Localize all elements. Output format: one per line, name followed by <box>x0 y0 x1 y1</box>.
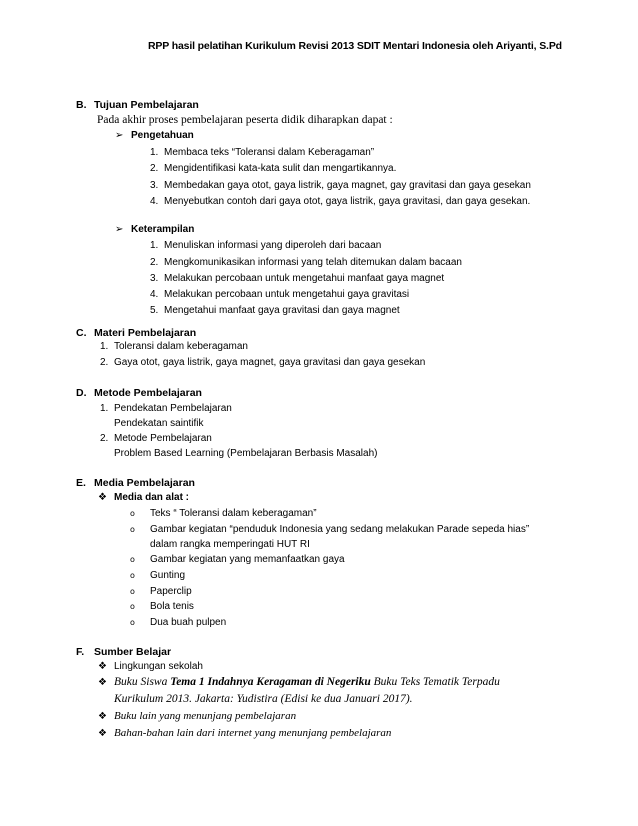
list-item: 1. Menuliskan informasi yang diperoleh dari bacaan <box>150 240 382 251</box>
circle-bullet-icon: o <box>130 571 135 580</box>
diamond-bullet-icon: ❖ <box>98 677 107 688</box>
list-item: 3. Membedakan gaya otot, gaya listrik, gaya magnet, gay gravitasi dan gaya gesekan <box>150 180 531 191</box>
list-item: 1. Membaca teks “Toleransi dalam Keberagaman” <box>150 147 375 158</box>
list-item: o Gunting <box>130 570 186 581</box>
list-item: o Bola tenis <box>130 601 194 612</box>
circle-bullet-icon: o <box>130 525 135 534</box>
media-heading: ❖ Media dan alat : <box>98 492 190 503</box>
circle-bullet-icon: o <box>130 618 135 627</box>
circle-bullet-icon: o <box>130 509 135 518</box>
section-c-heading: C. Materi Pembelajaran <box>76 327 197 339</box>
list-item-continuation: dalam rangka memperingati HUT RI <box>150 539 310 550</box>
section-f-heading: F. Sumber Belajar <box>76 646 172 658</box>
section-title: Tujuan Pembelajaran <box>94 99 199 111</box>
list-item: 5. Mengetahui manfaat gaya gravitasi dan gaya magnet <box>150 305 400 316</box>
pengetahuan-label: Pengetahuan <box>131 130 194 141</box>
list-item-continuation: Kurikulum 2013. Jakarta: Yudistira (Edisi ke dua Januari 2017). <box>114 693 413 705</box>
list-item: ❖ Buku lain yang menunjang pembelajaran <box>98 710 297 722</box>
list-item: ❖ Buku Siswa Tema 1 Indahnya Keragaman di Negeriku Buku Teks Tematik Terpadu <box>98 676 500 688</box>
page-header: RPP hasil pelatihan Kurikulum Revisi 2013 SDIT Mentari Indonesia oleh Ariyanti, S.Pd <box>148 40 562 52</box>
circle-bullet-icon: o <box>130 602 135 611</box>
list-item: o Dua buah pulpen <box>130 617 227 628</box>
diamond-bullet-icon: ❖ <box>98 711 107 722</box>
list-item: o Gambar kegiatan “penduduk Indonesia yang sedang melakukan Parade sepeda hias” <box>130 524 530 535</box>
list-item: 2. Metode Pembelajaran <box>100 433 212 444</box>
diamond-bullet-icon: ❖ <box>98 661 107 672</box>
list-item: 2. Mengidentifikasi kata-kata sulit dan mengartikannya. <box>150 163 397 174</box>
list-item: o Gambar kegiatan yang memanfaatkan gaya <box>130 554 345 565</box>
section-e-heading: E. Media Pembelajaran <box>76 477 195 489</box>
list-item: 2. Gaya otot, gaya listrik, gaya magnet, gaya gravitasi dan gaya gesekan <box>100 357 426 368</box>
list-item: 2. Mengkomunikasikan informasi yang telah ditemukan dalam bacaan <box>150 257 462 268</box>
list-item: 1. Pendekatan Pembelajaran <box>100 403 232 414</box>
pengetahuan-heading <box>115 130 194 141</box>
list-item: ❖ Bahan-bahan lain dari internet yang menunjang pembelajaran <box>98 727 392 739</box>
section-b-heading <box>76 99 199 111</box>
list-item: 4. Menyebutkan contoh dari gaya otot, gaya listrik, gaya gravitasi, dan gaya gesekan. <box>150 196 531 207</box>
circle-bullet-icon: o <box>130 555 135 564</box>
section-letter: B. <box>76 99 87 111</box>
diamond-bullet-icon: ❖ <box>98 492 107 503</box>
list-item-sub: Problem Based Learning (Pembelajaran Berbasis Masalah) <box>114 448 378 459</box>
arrow-bullet-icon: ➢ <box>115 224 124 235</box>
circle-bullet-icon: o <box>130 587 135 596</box>
diamond-bullet-icon: ❖ <box>98 728 107 739</box>
keterampilan-label: Keterampilan <box>131 224 195 235</box>
section-d-heading: D. Metode Pembelajaran <box>76 387 202 399</box>
list-item: ❖ Lingkungan sekolah <box>98 661 203 672</box>
arrow-bullet-icon: ➢ <box>115 130 124 141</box>
list-item-sub: Pendekatan saintifik <box>114 418 204 429</box>
section-b-intro: Pada akhir proses pembelajaran peserta didik diharapkan dapat : <box>97 114 393 126</box>
list-item: 4. Melakukan percobaan untuk mengetahui gaya gravitasi <box>150 289 410 300</box>
keterampilan-heading <box>115 224 194 235</box>
list-item: 1. Toleransi dalam keberagaman <box>100 341 248 352</box>
list-item: o Paperclip <box>130 586 192 597</box>
list-item: o Teks “ Toleransi dalam keberagaman” <box>130 508 317 519</box>
list-item: 3. Melakukan percobaan untuk mengetahui manfaat gaya magnet <box>150 273 445 284</box>
